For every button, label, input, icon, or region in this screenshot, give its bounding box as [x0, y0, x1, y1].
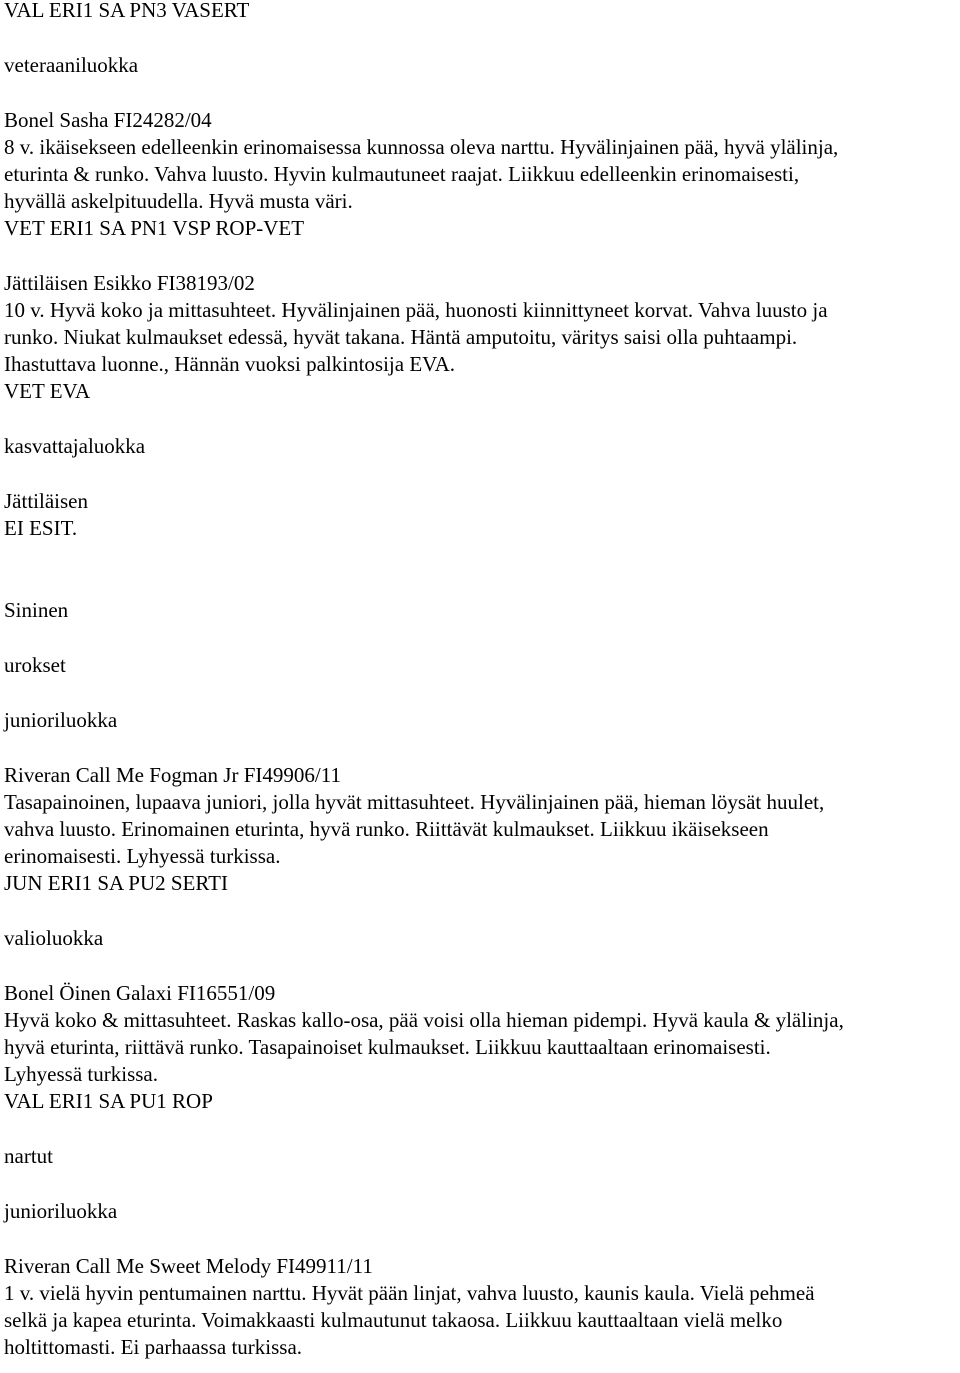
critique-line: eturinta & runko. Vahva luusto. Hyvin kulmautuneet raajat. Liikkuu edelleenkin erinomaisesti, — [4, 162, 800, 186]
critique-line: holtittomasti. Ei parhaassa turkissa. — [4, 1335, 303, 1359]
result-line: VET EVA — [4, 379, 91, 403]
dog-entry — [4, 980, 956, 1115]
dog-name: Bonel Öinen Galaxi FI16551/09 — [4, 981, 276, 1005]
critique-line: erinomaisesti. Lyhyessä turkissa. — [4, 844, 281, 868]
critique-line: runko. Niukat kulmaukset edessä, hyvät takana. Häntä amputoitu, väritys saisi olla puhtaampi. — [4, 325, 798, 349]
critique-line: hyvällä askelpituudella. Hyvä musta väri. — [4, 189, 353, 213]
color-heading — [4, 597, 956, 624]
text-line: valioluokka — [4, 926, 104, 950]
critique-line: 1 v. vielä hyvin pentumainen narttu. Hyvät pään linjat, vahva luusto, kaunis kaula. Vielä pehmeä — [4, 1281, 815, 1305]
critique-line: hyvä eturinta, riittävä runko. Tasapainoiset kulmaukset. Liikkuu kauttaaltaan erinomaisesti. — [4, 1035, 771, 1059]
critique-line: vahva luusto. Erinomainen eturinta, hyvä runko. Riittävät kulmaukset. Liikkuu ikäisekseen — [4, 817, 769, 841]
dog-name: Jättiläisen Esikko FI38193/02 — [4, 271, 255, 295]
dog-name: Riveran Call Me Sweet Melody FI49911/11 — [4, 1254, 373, 1278]
dog-name: Riveran Call Me Fogman Jr FI49906/11 — [4, 763, 341, 787]
dog-entry — [4, 1253, 956, 1361]
result-line — [4, 0, 956, 24]
class-heading — [4, 433, 956, 460]
text-line: Sininen — [4, 598, 69, 622]
kennel-name: Jättiläisen — [4, 489, 88, 513]
text-line: junioriluokka — [4, 708, 118, 732]
dog-entry — [4, 107, 956, 242]
sex-heading — [4, 652, 956, 679]
critique-line: 8 v. ikäisekseen edelleenkin erinomaisessa kunnossa oleva narttu. Hyvälinjainen pää, hyvä ylälinja, — [4, 135, 839, 159]
result-line: EI ESIT. — [4, 516, 78, 540]
critique-line: 10 v. Hyvä koko ja mittasuhteet. Hyvälinjainen pää, huonosti kiinnittyneet korvat. Vahva luusto ja — [4, 298, 828, 322]
text-line: veteraaniluokka — [4, 53, 139, 77]
critique-line: selkä ja kapea eturinta. Voimakkaasti kulmautunut takaosa. Liikkuu kauttaaltaan vielä melko — [4, 1308, 783, 1332]
text-line: urokset — [4, 653, 66, 677]
critique-line: Lyhyessä turkissa. — [4, 1062, 158, 1086]
dog-entry — [4, 762, 956, 897]
critique-line: Tasapainoinen, lupaava juniori, jolla hyvät mittasuhteet. Hyvälinjainen pää, hieman löysät huulet, — [4, 790, 825, 814]
class-heading — [4, 52, 956, 79]
text-line: nartut — [4, 1144, 53, 1168]
result-line: VAL ERI1 SA PU1 ROP — [4, 1089, 213, 1113]
dog-entry — [4, 270, 956, 405]
text-line: junioriluokka — [4, 1199, 118, 1223]
class-heading — [4, 707, 956, 734]
result-line: JUN ERI1 SA PU2 SERTI — [4, 871, 228, 895]
result-line: VET ERI1 SA PN1 VSP ROP-VET — [4, 216, 305, 240]
text-line: kasvattajaluokka — [4, 434, 146, 458]
text-line: VAL ERI1 SA PN3 VASERT — [4, 0, 250, 22]
kennel-entry — [4, 488, 956, 542]
class-heading — [4, 1198, 956, 1225]
document-body — [4, 0, 956, 1361]
class-heading — [4, 925, 956, 952]
sex-heading — [4, 1143, 956, 1170]
dog-name: Bonel Sasha FI24282/04 — [4, 108, 212, 132]
critique-line: Hyvä koko & mittasuhteet. Raskas kallo-osa, pää voisi olla hieman pidempi. Hyvä kaula & ylälinja, — [4, 1008, 844, 1032]
critique-line: Ihastuttava luonne., Hännän vuoksi palkintosija EVA. — [4, 352, 456, 376]
